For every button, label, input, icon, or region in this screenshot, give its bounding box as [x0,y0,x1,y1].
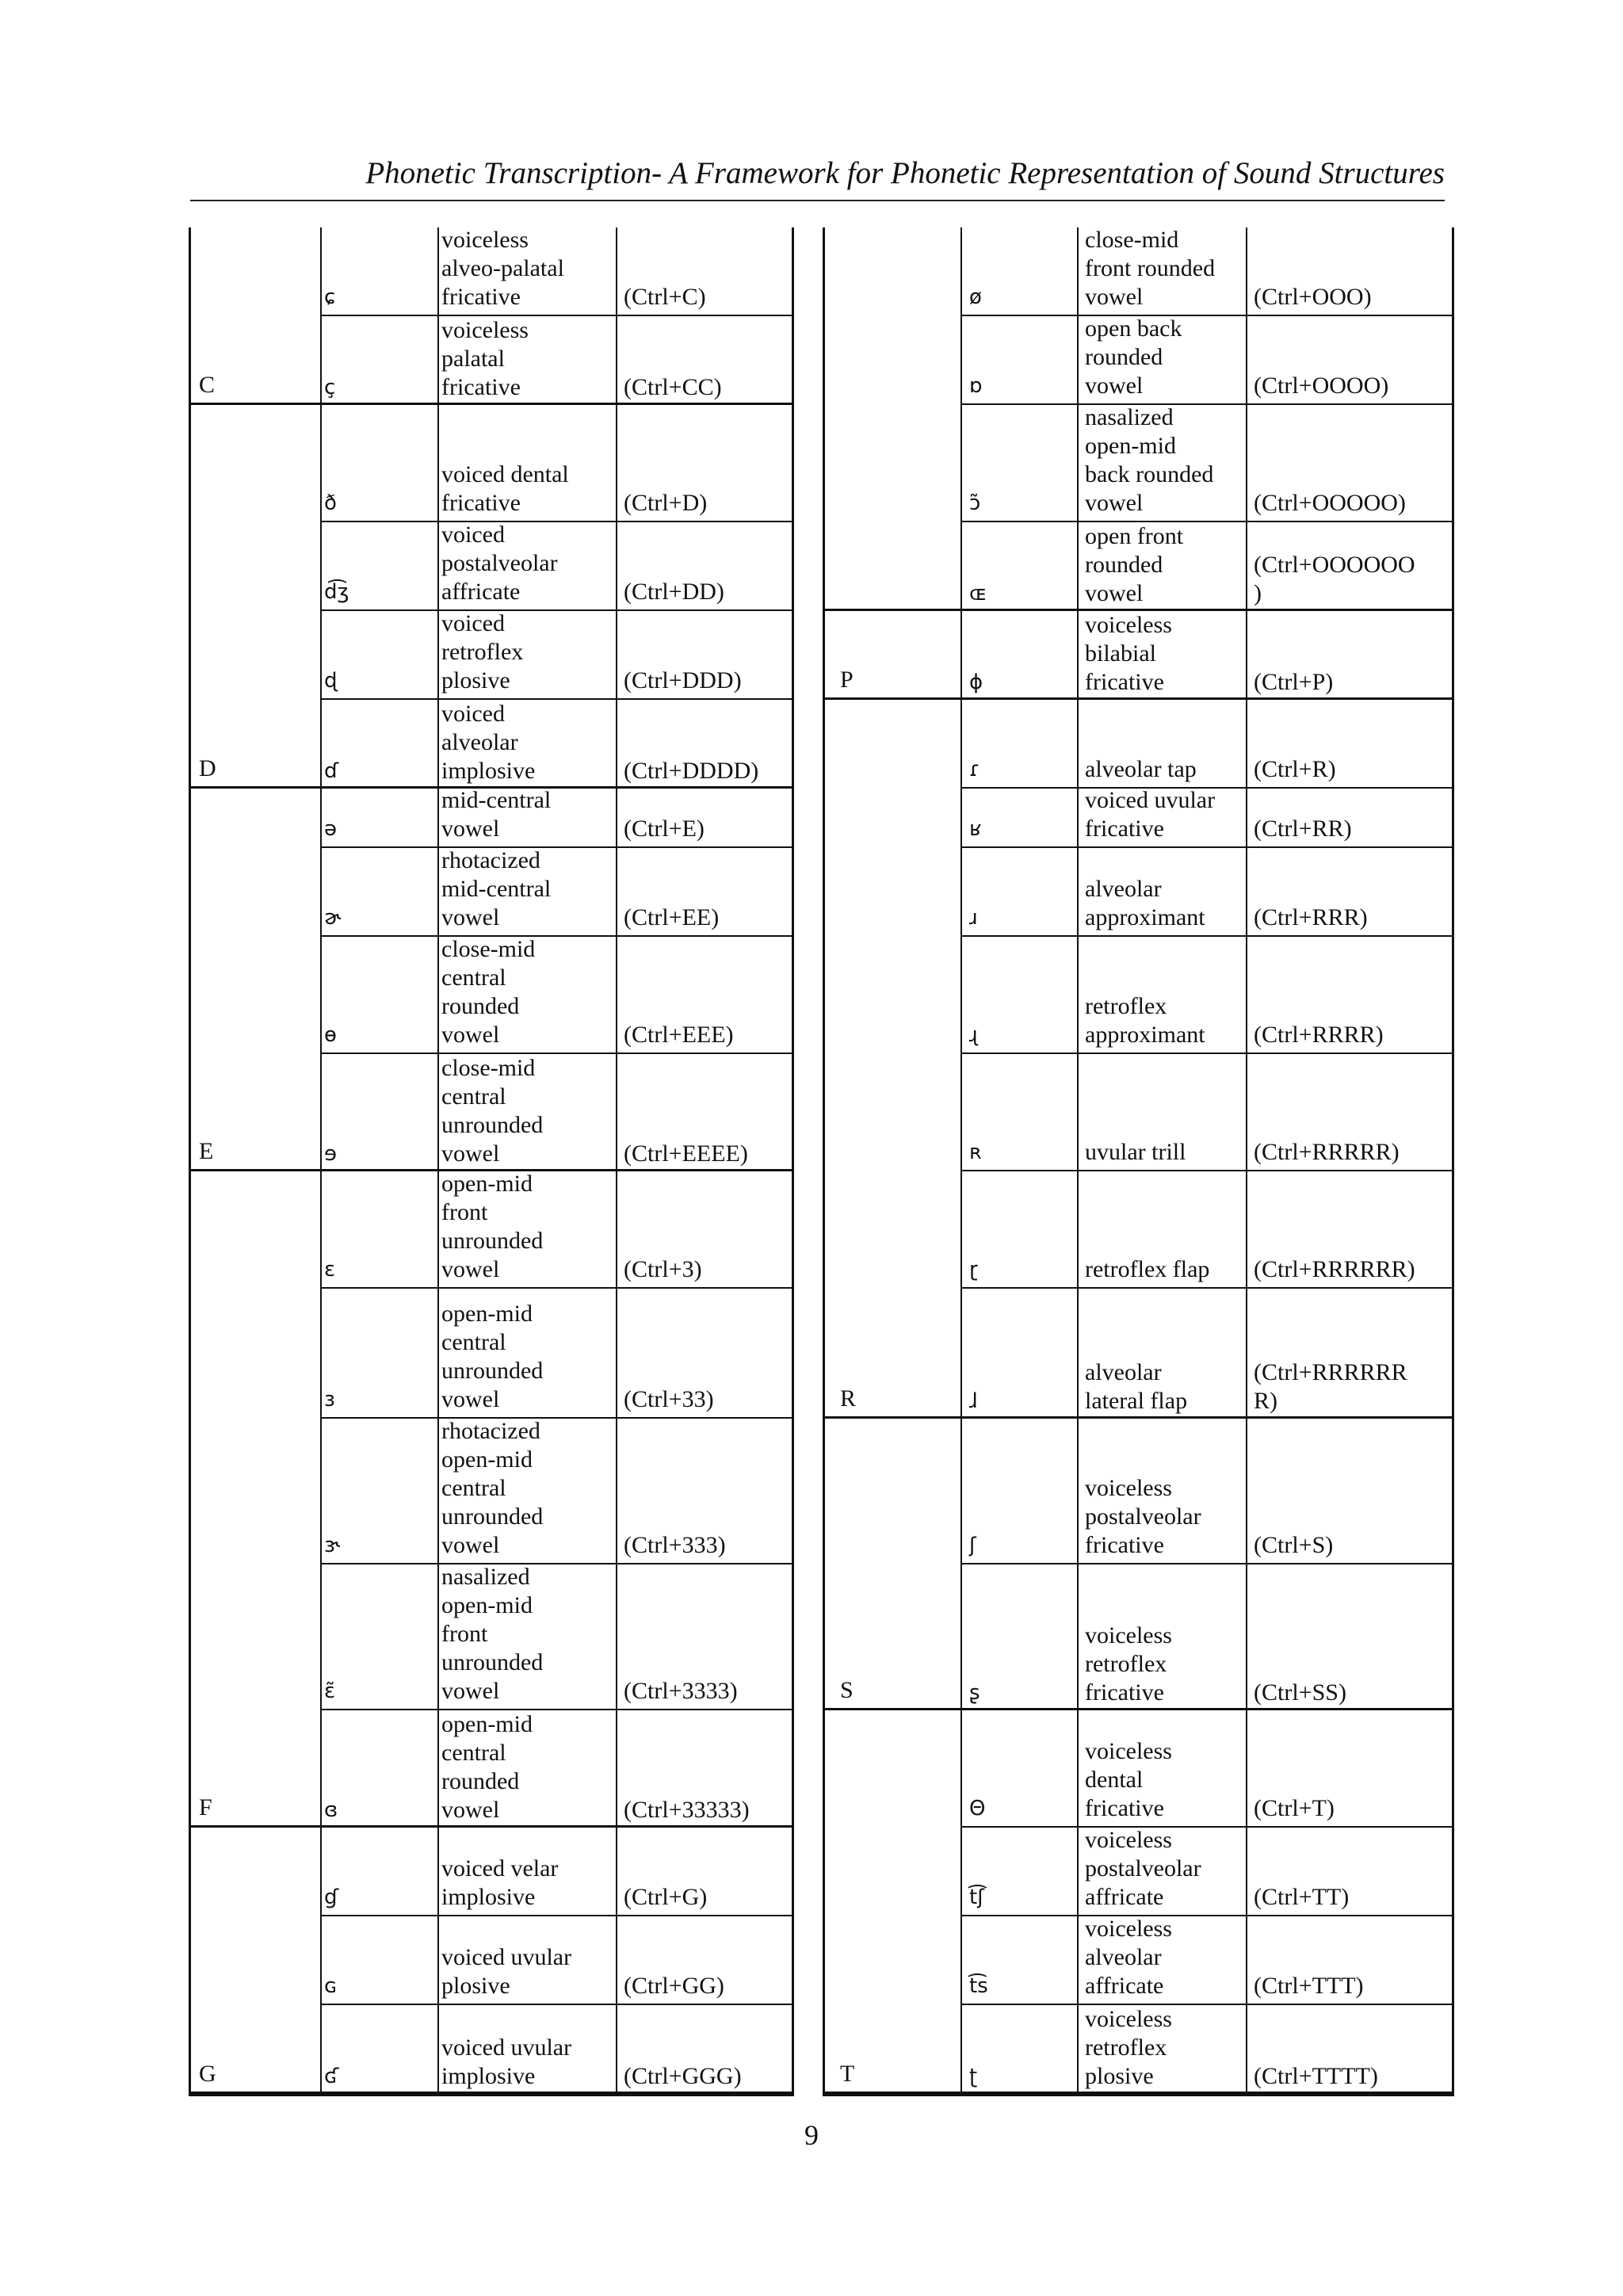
keyboard-shortcut: (Ctrl+TT) [1254,1884,1350,1910]
sound-description: voiced uvular plosive [441,1944,572,1999]
table-row [321,316,792,405]
sound-description: voiceless palatal fricative [441,317,529,400]
ipa-symbol: ʂ [969,1681,980,1705]
ipa-symbol: t͡ʃ [969,1885,984,1909]
table-row [961,700,1452,789]
keyboard-shortcut: (Ctrl+EE) [624,904,720,930]
keyboard-shortcut: (Ctrl+GGG) [624,2063,742,2089]
table-row [961,611,1452,700]
table-row [321,1171,792,1289]
page-number: 9 [804,2119,819,2151]
sound-description: alveolar approximant [1085,876,1205,930]
letter-group [191,227,792,405]
sound-description: open-mid central unrounded vowel [441,1301,544,1412]
sound-description: voiced uvular implosive [441,2034,572,2089]
keyboard-shortcut: (Ctrl+S) [1254,1532,1334,1558]
sound-description: voiced dental fricative [441,461,569,516]
table-row [321,789,792,848]
sound-description: voiced uvular fricative [1085,787,1216,842]
table-row [321,1828,792,1916]
sound-description: voiceless postalveolar fricative [1085,1475,1201,1558]
table-row [321,1054,792,1171]
table-row [961,522,1452,611]
group-letter: G [199,2061,216,2087]
ipa-symbol: ɔ̃ [969,491,981,515]
table-row [321,700,792,789]
running-header-title: Phonetic Transcription- A Framework for Phonetic Representation of Sound Structures [365,156,1445,190]
ipa-symbol: ɸ [969,670,983,694]
table-row [321,1564,792,1710]
sound-description: voiced retroflex plosive [441,610,524,693]
sound-description: voiced postalveolar affricate [441,521,558,605]
letter-group [191,1828,792,2094]
keyboard-shortcut: (Ctrl+OOOOOO ) [1254,552,1415,606]
ipa-symbol: ɜ [324,1388,335,1412]
sound-description: alveolar lateral flap [1085,1359,1188,1414]
ipa-symbol: ɾ [969,758,980,781]
keyboard-shortcut: (Ctrl+GG) [624,1973,724,1999]
sound-description: voiceless alveolar affricate [1085,1916,1172,1999]
table-row [321,1289,792,1419]
keyboard-shortcut: (Ctrl+RRRRR) [1254,1139,1400,1165]
group-letter: C [199,372,216,398]
keyboard-shortcut: (Ctrl+P) [1254,669,1334,695]
keyboard-shortcut: (Ctrl+D) [624,490,708,516]
group-letter: D [199,755,216,781]
sound-description: voiceless retroflex fricative [1085,1622,1172,1706]
table-row [961,1054,1452,1171]
table-row [961,1171,1452,1289]
keyboard-shortcut: (Ctrl+R) [1254,756,1336,782]
table-row [961,789,1452,848]
sound-description: voiceless bilabial fricative [1085,612,1172,695]
sound-description: uvular trill [1085,1139,1186,1165]
table-row [321,2005,792,2094]
keyboard-shortcut: (Ctrl+C) [624,284,706,310]
letter-group [191,1171,792,1828]
keyboard-shortcut: (Ctrl+T) [1254,1795,1335,1821]
sound-description: retroflex flap [1085,1256,1210,1282]
keyboard-shortcut: (Ctrl+DDD) [624,667,742,693]
keyboard-shortcut: (Ctrl+EEEE) [624,1140,748,1167]
sound-description: close-mid central unrounded vowel [441,1055,544,1167]
ipa-symbol: ç [324,376,336,399]
ipa-symbol: ʁ [969,817,982,841]
group-letter: P [840,667,854,693]
keyboard-shortcut: (Ctrl+EEE) [624,1022,734,1048]
sound-description: open back rounded vowel [1085,315,1182,399]
sound-description: nasalized open-mid front unrounded vowel [441,1564,544,1704]
table-row [961,1828,1452,1916]
letter-group [191,789,792,1171]
letter-group [825,1419,1452,1710]
letter-group [825,1710,1452,2094]
sound-description: nasalized open-mid back rounded vowel [1085,404,1214,516]
ipa-symbol: ø [969,285,982,309]
ipa-symbol: ɛ̃ [324,1679,336,1703]
table-row [961,1916,1452,2005]
sound-description: open-mid central rounded vowel [441,1711,533,1823]
table-row [961,405,1452,522]
letter-group [191,405,792,789]
ipa-symbol: ɺ [969,1389,978,1413]
sound-description: voiced alveolar implosive [441,701,536,784]
column-divider [616,227,617,2094]
keyboard-shortcut: (Ctrl+OOOO) [1254,372,1389,399]
sound-description: voiced velar implosive [441,1855,559,1910]
ipa-symbol: ɻ [969,1023,978,1047]
table-row [961,1564,1452,1710]
sound-description: close-mid front rounded vowel [1085,227,1216,310]
table-row [961,848,1452,937]
ipa-symbol: ɝ [324,1534,341,1557]
column-divider [960,227,962,2094]
sound-description: voiceless alveo-palatal fricative [441,227,564,310]
left-ipa-shortcut-table [189,227,794,2096]
table-row [321,522,792,611]
table-row [961,1419,1452,1564]
ipa-symbol: ə [324,817,337,841]
table-row [321,848,792,937]
sound-description: open-mid front unrounded vowel [441,1171,544,1282]
keyboard-shortcut: (Ctrl+RRRRRR R) [1254,1359,1407,1414]
ipa-symbol: ʃ [969,1534,976,1557]
letter-group [825,611,1452,700]
keyboard-shortcut: (Ctrl+333) [624,1532,726,1558]
ipa-symbol: ɘ [324,1142,337,1166]
keyboard-shortcut: (Ctrl+33) [624,1386,714,1412]
keyboard-shortcut: (Ctrl+G) [624,1884,708,1910]
sound-description: alveolar tap [1085,756,1197,782]
group-letter: R [840,1385,857,1412]
ipa-symbol: ɹ [969,906,978,930]
ipa-symbol: ʀ [969,1140,982,1164]
ipa-symbol: ʈ [969,2065,978,2088]
keyboard-shortcut: (Ctrl+RR) [1254,816,1352,842]
keyboard-shortcut: (Ctrl+TTTT) [1254,2063,1378,2089]
table-row [961,227,1452,316]
keyboard-shortcut: (Ctrl+RRR) [1254,904,1368,930]
sound-description: voiceless dental fricative [1085,1738,1172,1821]
table-row [321,405,792,522]
ipa-symbol: ʛ [324,2065,339,2088]
sound-description: close-mid central rounded vowel [441,936,536,1048]
sound-description: voiceless postalveolar affricate [1085,1827,1201,1910]
ipa-symbol: ɽ [969,1258,978,1282]
letter-group [825,700,1452,1419]
ipa-symbol: ɗ [324,759,339,783]
column-divider [1246,227,1247,2094]
ipa-symbol: ɕ [324,285,336,309]
ipa-symbol: ð [324,491,337,515]
sound-description: voiceless retroflex plosive [1085,2006,1172,2089]
keyboard-shortcut: (Ctrl+OOOOO) [1254,490,1406,516]
table-row [321,611,792,700]
keyboard-shortcut: (Ctrl+33333) [624,1797,750,1823]
ipa-symbol: ɛ [324,1258,336,1282]
ipa-symbol: ɶ [969,582,987,606]
keyboard-shortcut: (Ctrl+3333) [624,1678,738,1704]
keyboard-shortcut: (Ctrl+SS) [1254,1679,1346,1706]
table-row [321,227,792,316]
ipa-symbol: ɵ [324,1023,337,1047]
group-letter: F [199,1794,212,1820]
group-letter: E [199,1138,214,1164]
group-letter: S [840,1677,854,1703]
ipa-symbol: ɚ [324,906,342,930]
ipa-symbol: ɞ [324,1798,338,1822]
column-divider [1077,227,1079,2094]
ipa-symbol: ɒ [969,374,983,398]
running-header [190,152,1445,201]
table-row [321,937,792,1054]
table-row [961,937,1452,1054]
keyboard-shortcut: (Ctrl+DDDD) [624,758,759,784]
table-row [321,1710,792,1828]
table-row [321,1419,792,1564]
right-ipa-shortcut-table [823,227,1454,2096]
keyboard-shortcut: (Ctrl+DD) [624,579,724,605]
keyboard-shortcut: (Ctrl+OOO) [1254,284,1372,310]
table-row [961,2005,1452,2094]
keyboard-shortcut: (Ctrl+RRRR) [1254,1022,1384,1048]
sound-description: open front rounded vowel [1085,523,1184,606]
keyboard-shortcut: (Ctrl+RRRRRR) [1254,1256,1415,1282]
column-divider [320,227,322,2094]
keyboard-shortcut: (Ctrl+CC) [624,374,722,400]
sound-description: retroflex approximant [1085,993,1205,1048]
sound-description: rhotacized open-mid central unrounded vowel [441,1418,544,1558]
letter-group [825,227,1452,611]
ipa-symbol: d͡ʒ [324,580,349,604]
sound-description: mid-central vowel [441,787,552,842]
table-row [961,1710,1452,1828]
ipa-symbol: t͡s [969,1974,988,1998]
table-row [961,316,1452,405]
column-divider [437,227,439,2094]
ipa-symbol: ɢ [324,1974,338,1998]
ipa-symbol: ɖ [324,669,338,693]
group-letter: T [840,2061,855,2087]
ipa-symbol: ɠ [324,1885,339,1909]
table-row [321,1916,792,2005]
keyboard-shortcut: (Ctrl+E) [624,816,705,842]
ipa-symbol: Θ [969,1797,986,1820]
sound-description: rhotacized mid-central vowel [441,847,552,930]
table-row [961,1289,1452,1419]
keyboard-shortcut: (Ctrl+TTT) [1254,1973,1364,1999]
keyboard-shortcut: (Ctrl+3) [624,1256,702,1282]
